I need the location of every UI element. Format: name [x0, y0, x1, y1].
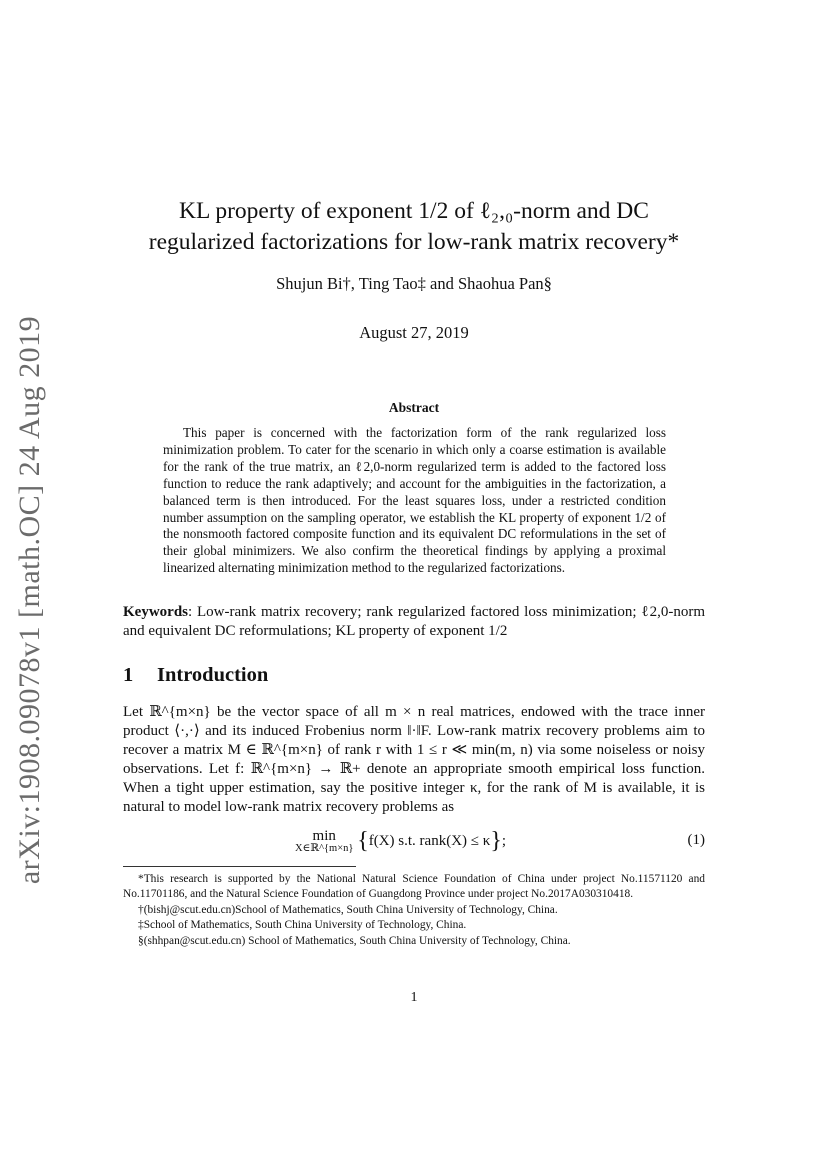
left-brace: { — [357, 828, 369, 854]
footnote-funding: *This research is supported by the National Natural Science Foundation of China under project No.11571120 and No.11701186, and the Natural Science Foundation of Guangdong Province under project No.2017A030310418. — [123, 873, 705, 901]
paper-title — [123, 196, 705, 258]
keywords-label: Keywords — [123, 604, 188, 620]
equation-tail: ; — [501, 833, 507, 849]
equation-1 — [123, 828, 705, 860]
footnote-author-2: ‡School of Mathematics, South China University of Technology, China. — [138, 919, 467, 932]
abstract-text: This paper is concerned with the factorization form of the rank regularized loss minimization problem. To cater for the scenario in which only a coarse estimation is available for the rank of the true matrix, an ℓ2,0-norm regularized term is added to the factored loss function to reduce the rank adaptively; and account for the ambiguities in the factorization, a balanced term is then introduced. For the least squares loss, under a restricted condition number assumption on the sampling operator, we establish the KL property of exponent 1/2 of the nonsmooth factored composite function and its equivalent DC reformulations in the set of their global minimizers. We also confirm the theoretical findings by applying a proximal linearized alternating minimization method to the regularized factorizations. — [163, 425, 666, 576]
intro-paragraph: Let ℝ^{m×n} be the vector space of all m × n real matrices, endowed with the trace inner product ⟨·,·⟩ and its induced Frobenius norm ‖·‖F. Low-rank matrix recovery problems aim to recover a matrix M ∈ ℝ^{m×n} of rank r with 1 ≤ r ≪ min(m, n) via some noiseless or noisy observations. Let f: ℝ^{m×n} → ℝ+ denote an appropriate smooth empirical loss function. When a tight upper estimation, say the positive integer κ, for the rank of M is available, it is natural to model low-rank matrix recovery problems as — [123, 704, 705, 816]
section-heading — [123, 664, 705, 687]
equation-number: (1) — [687, 832, 705, 848]
title-line-1: KL property of exponent 1/2 of ℓ₂,₀-norm and DC — [179, 198, 649, 224]
date: August 27, 2019 — [359, 323, 469, 342]
equation-min: min X∈ℝ^{m×n} — [295, 828, 354, 854]
equation-content: f(X) s.t. rank(X) ≤ κ — [368, 833, 491, 849]
arxiv-side-stamp: arXiv:1908.09078v1 [math.OC] 24 Aug 2019 — [13, 315, 46, 885]
footnote-author-1: †(bishj@scut.edu.cn)School of Mathematics, South China University of Technology, China. — [138, 903, 558, 916]
section-number: 1 — [123, 664, 134, 686]
footnote-author-3: §(shhpan@scut.edu.cn) School of Mathematics, South China University of Technology, China. — [138, 934, 571, 947]
right-brace: } — [490, 828, 502, 854]
authors: Shujun Bi†, Ting Tao‡ and Shaohua Pan§ — [276, 274, 552, 293]
title-line-2: regularized factorizations for low-rank matrix recovery* — [148, 229, 680, 255]
abstract-heading: Abstract — [388, 400, 440, 415]
footnotes — [123, 872, 705, 949]
section-title: Introduction — [157, 664, 269, 686]
keywords-text: : Low-rank matrix recovery; rank regularized factored loss minimization; ℓ2,0-norm and equivalent DC reformulations; KL property of exponent 1/2 — [123, 604, 705, 639]
footnote-rule — [123, 866, 356, 867]
equation-subscript: X∈ℝ^{m×n} — [295, 843, 354, 854]
keywords — [123, 603, 705, 641]
page-number: 1 — [410, 990, 418, 1005]
